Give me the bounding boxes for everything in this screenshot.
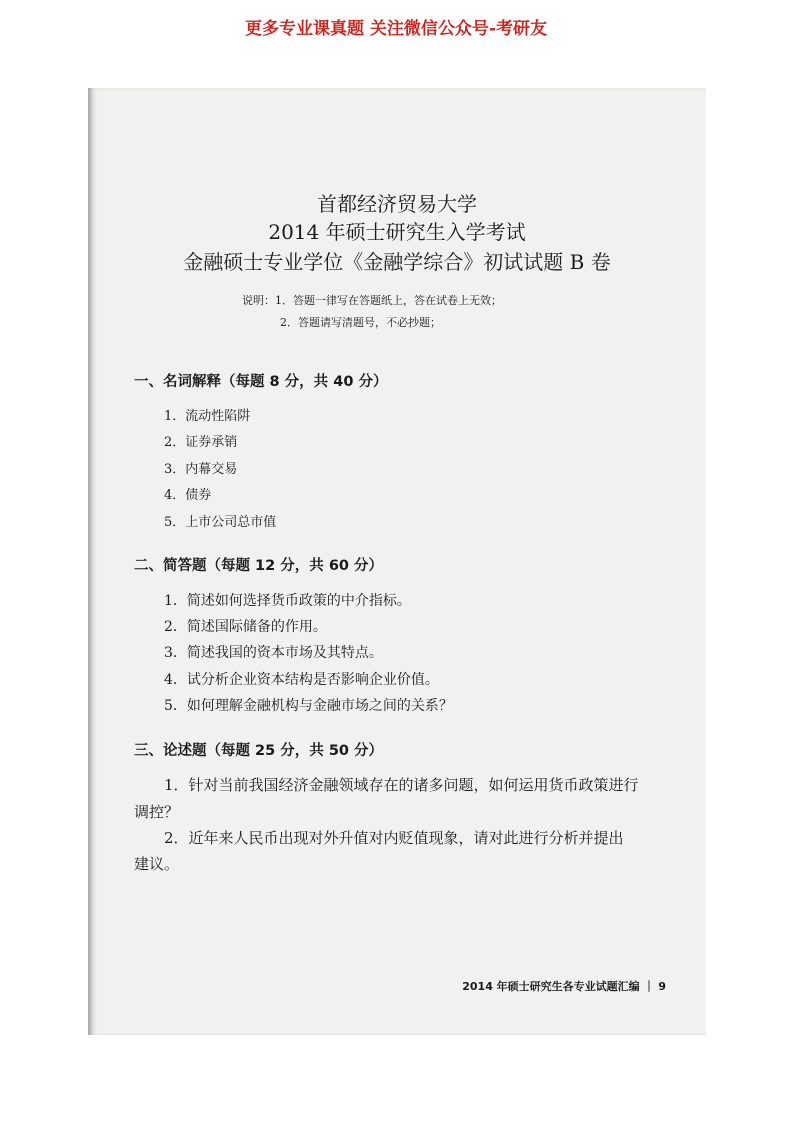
watermark-banner: 更多专业课真题 关注微信公众号-考研友 (245, 19, 547, 39)
university-title: 首都经济贸易大学 (317, 192, 477, 216)
paper-title: 金融硕士专业学位《金融学综合》初试试题 B 卷 (183, 250, 611, 274)
scanned-page (88, 88, 706, 1035)
list-item: 5．如何理解金融机构与金融市场之间的关系？ (164, 698, 453, 714)
list-item: 2．简述国际储备的作用。 (164, 619, 327, 635)
list-item: 3．内幕交易 (164, 462, 238, 477)
exam-title: 2014 年硕士研究生入学考试 (268, 220, 526, 244)
list-item: 4．债券 (164, 488, 212, 503)
section-heading: 二、简答题（每题 12 分，共 60 分） (134, 558, 384, 574)
section-heading: 三、论述题（每题 25 分，共 50 分） (134, 743, 384, 759)
list-item: 4．试分析企业资本结构是否影响企业价值。 (164, 672, 439, 688)
page-footer: 2014 年硕士研究生各专业试题汇编 ｜ 9 (462, 980, 666, 993)
essay-question-line: 2．近年来人民币出现对外升值对内贬值现象，请对此进行分析并提出 (164, 829, 624, 847)
instruction-1: 说明：1．答题一律写在答题纸上，答在试卷上无效； (242, 294, 502, 307)
list-item: 5．上市公司总市值 (164, 515, 277, 530)
list-item: 2．证券承销 (164, 435, 238, 450)
list-item: 1．简述如何选择货币政策的中介指标。 (164, 593, 411, 609)
section-heading: 一、名词解释（每题 8 分，共 40 分） (134, 374, 388, 390)
list-item: 3．简述我国的资本市场及其特点。 (164, 645, 383, 661)
essay-question-line: 1．针对当前我国经济金融领域存在的诸多问题，如何运用货币政策进行 (164, 776, 639, 794)
essay-question-line: 建议。 (134, 855, 180, 873)
instruction-2: 2．答题请写清题号，不必抄题； (280, 316, 441, 329)
list-item: 1．流动性陷阱 (164, 409, 251, 424)
essay-question-line: 调控？ (134, 803, 180, 821)
